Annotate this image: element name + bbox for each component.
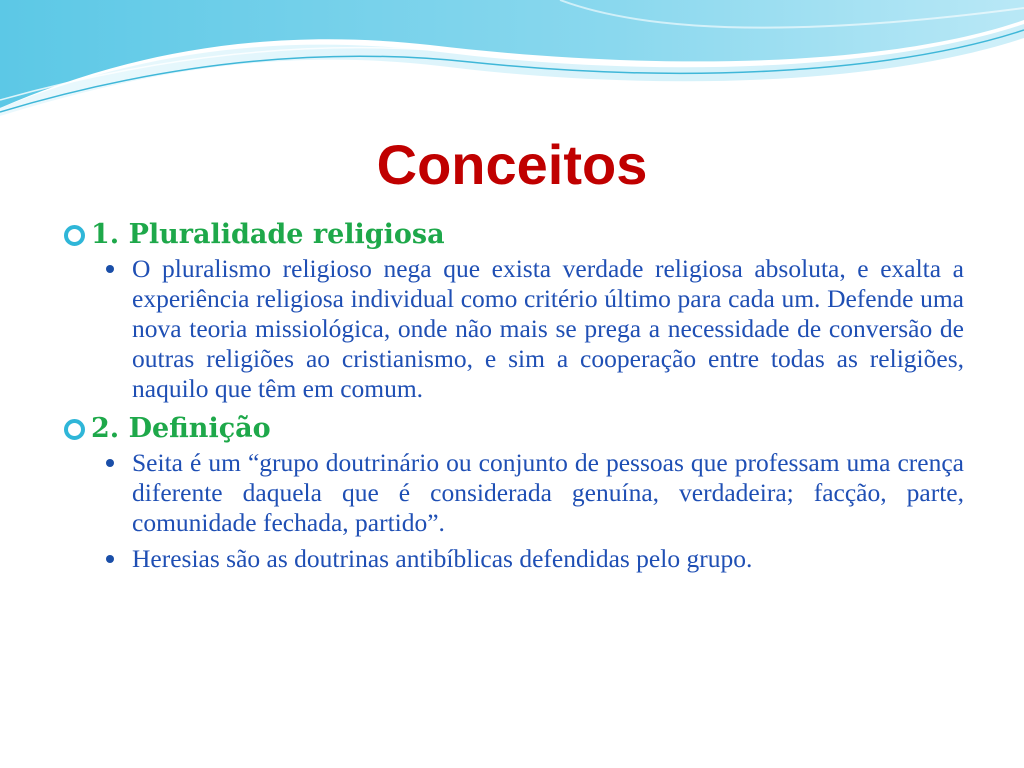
- ring-bullet-icon: [64, 225, 85, 246]
- bullet-text: Seita é um “grupo doutrinário ou conjunto de pessoas que professam uma crença diferente daquela que é considerada genuína, verdadeira; facção, parte, comunidade fechada, partido”.: [132, 448, 964, 537]
- bullet-text: O pluralismo religioso nega que exista verdade religiosa absoluta, e exalta a experiência religiosa individual como critério último para cada um. Defende uma nova teoria missiológica, onde não mais se prega a necessidade de conversão de outras religiões ao cristianismo, e sim a cooperação entre todas as religiões, naquilo que têm em comum.: [132, 254, 964, 403]
- bullet-text: Heresias são as doutrinas antibíblicas defendidas pelo grupo.: [132, 544, 753, 573]
- slide-title: Conceitos: [376, 133, 648, 196]
- section-heading: [62, 216, 964, 254]
- slide-content: [62, 216, 964, 580]
- dot-bullet-icon: [106, 555, 114, 563]
- header-wave-decoration: [0, 0, 1024, 120]
- section-heading-label: 1. Pluralidade religiosa: [91, 219, 445, 250]
- dot-bullet-icon: [106, 265, 114, 273]
- section-heading: [62, 410, 964, 448]
- bullet-list: [62, 448, 964, 574]
- dot-bullet-icon: [106, 459, 114, 467]
- section-definicao: [62, 410, 964, 574]
- bullet-item: [102, 254, 964, 404]
- section-pluralidade: [62, 216, 964, 404]
- bullet-item: [102, 544, 964, 574]
- ring-bullet-icon: [64, 419, 85, 440]
- bullet-list: [62, 254, 964, 404]
- bullet-item: [102, 448, 964, 538]
- section-heading-label: 2. Definição: [91, 413, 271, 444]
